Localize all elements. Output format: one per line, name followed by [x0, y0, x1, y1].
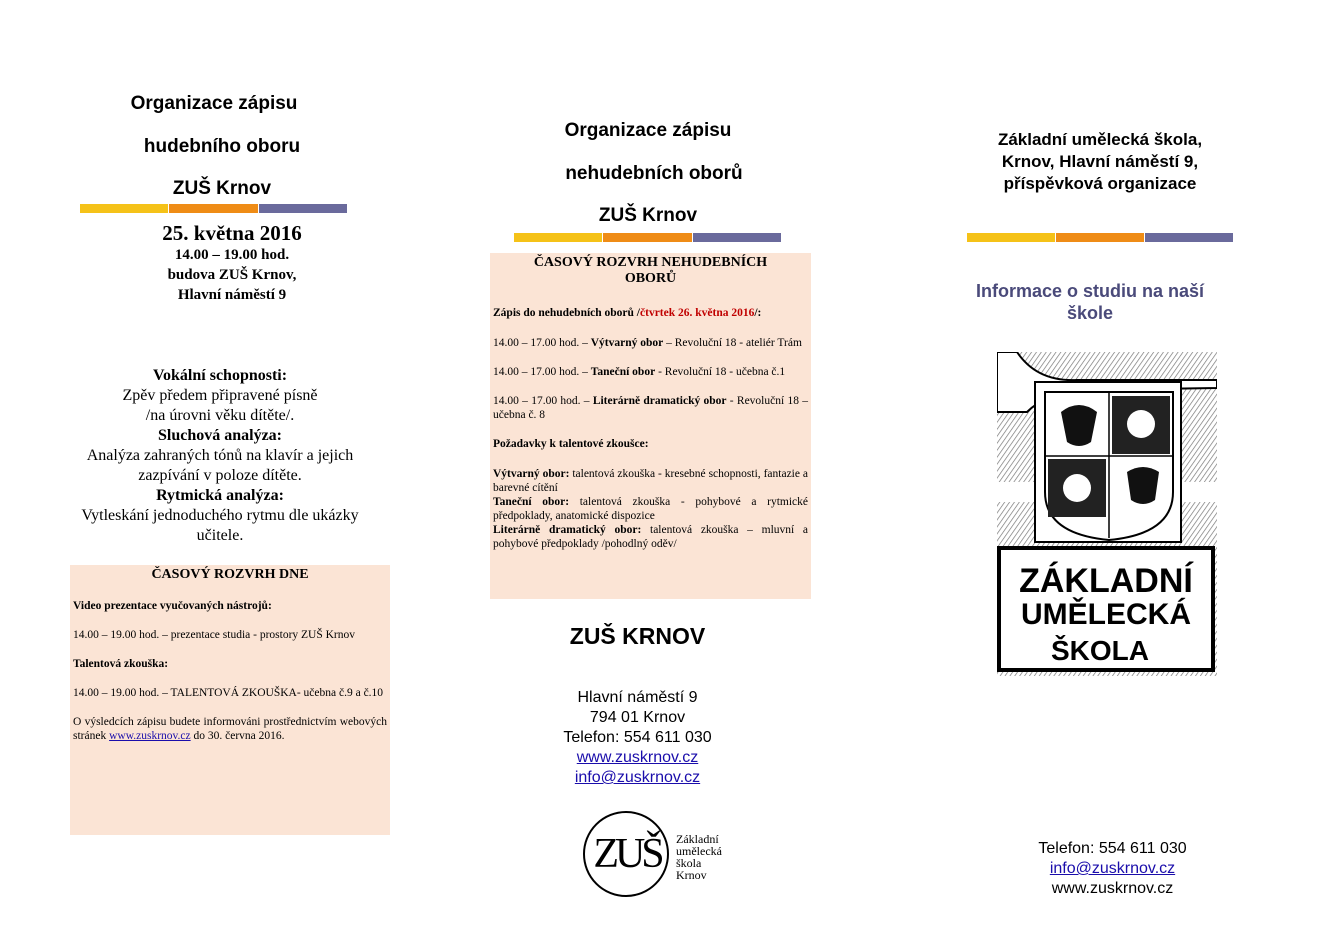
req-drama-text: talentová zkouška – mluvní a pohybové předpoklady /pohodlný oděv/: [493, 524, 808, 550]
col3-web: www.zuskrnov.cz: [1051, 880, 1174, 897]
video-heading: Video prezentace vyučovaných nástrojů:: [73, 600, 272, 612]
col2-schedule-heading-2: OBORŮ: [624, 271, 677, 286]
req-art-name: Výtvarný obor:: [493, 468, 570, 480]
col1-color-bar: [80, 204, 347, 213]
contact-street: Hlavní náměstí 9: [577, 689, 698, 706]
enroll-date: čtvrtek 26. května 2016: [640, 307, 755, 319]
col2-schedule-heading-1: ČASOVÝ ROZVRH NEHUDEBNÍCH: [533, 255, 768, 270]
results-web-link[interactable]: www.zuskrnov.cz: [109, 730, 191, 742]
col1-building: budova ZUŠ Krnov,: [167, 267, 297, 283]
contact-email-link[interactable]: info@zuskrnov.cz: [574, 769, 701, 786]
results-note: [73, 715, 387, 743]
sign-text-2: UMĚLECKÁ: [1021, 598, 1191, 631]
contact-web-link[interactable]: www.zuskrnov.cz: [576, 749, 699, 766]
talent-line: 14.00 – 19.00 hod. – TALENTOVÁ ZKOUŠKA- učebna č.9 a č.10: [73, 687, 384, 699]
vocal-line-2: /na úrovni věku dítěte/.: [145, 407, 295, 424]
dance-time: 14.00 – 17.00 hod. –: [493, 366, 591, 378]
drama-line: [493, 394, 808, 422]
zus-logo-text-4: Krnov: [676, 868, 707, 882]
requirements-heading: Požadavky k talentové zkoušce:: [493, 438, 649, 450]
talent-heading: Talentová zkouška:: [73, 658, 169, 670]
rhythm-line-2: učitele.: [196, 527, 244, 544]
req-drama-name: Literárně dramatický obor:: [493, 524, 642, 536]
col1-title-1: Organizace zápisu: [130, 93, 298, 114]
art-place: – Revoluční 18 - ateliér Trám: [663, 337, 802, 349]
col2-schedule-box: [490, 253, 811, 599]
req-art-text: talentová zkouška - kresebné schopnosti, fantazie a barevné cítění: [493, 468, 809, 494]
req-dance-name: Taneční obor:: [493, 496, 570, 508]
col3-email-link[interactable]: info@zuskrnov.cz: [1049, 860, 1176, 877]
dance-place: - Revoluční 18 - učebna č.1: [655, 366, 786, 378]
results-post: do 30. června 2016.: [193, 730, 285, 742]
rhythm-line-1: Vytleskání jednoduchého rytmu dle ukázky: [81, 507, 359, 524]
art-name: Výtvarný obor: [590, 337, 664, 349]
school-sign-drawing: [997, 352, 1217, 676]
col2-title-2: nehudebních oborů: [565, 163, 743, 184]
req-dance-text: talentová zkouška - pohybové a rytmické předpoklady, anatomické dispozice: [493, 496, 809, 522]
col1-date: 25. května 2016: [162, 221, 302, 245]
drama-place: - Revoluční 18 – učebna č. 8: [493, 395, 808, 421]
vocal-line-1: Zpěv předem připravené písně: [122, 387, 318, 404]
zus-logo-mark: ZUŠ: [593, 831, 661, 877]
contact-city: 794 01 Krnov: [589, 709, 686, 726]
col2-title-3: ZUŠ Krnov: [598, 205, 698, 226]
sign-text-3: ŠKOLA: [1051, 635, 1149, 666]
col2-title-1: Organizace zápisu: [564, 120, 732, 141]
sign-text-1: ZÁKLADNÍ: [1019, 562, 1193, 600]
school-sign-image: [997, 352, 1217, 676]
col1-entrance-skills: [50, 366, 390, 546]
enroll-pre: Zápis do nehudebních oborů /: [493, 307, 641, 319]
col1-schedule-heading: ČASOVÝ ROZVRH DNE: [151, 567, 309, 582]
col1-title-3: ZUŠ Krnov: [172, 178, 272, 199]
enroll-line: [493, 306, 808, 320]
col2-contact-block: [500, 688, 775, 788]
video-line: 14.00 – 19.00 hod. – prezentace studia - prostory ZUŠ Krnov: [73, 629, 356, 641]
info-heading-2: škole: [1066, 303, 1114, 323]
req-art: [493, 467, 808, 495]
hearing-line-2: zazpívání v poloze dítěte.: [138, 467, 302, 484]
art-line: [493, 336, 808, 350]
req-dance: [493, 495, 808, 523]
vocal-heading: Vokální schopnosti:: [152, 367, 288, 384]
hearing-line-1: Analýza zahraných tónů na klavír a jejich: [86, 447, 354, 464]
col2-color-bar: [514, 233, 781, 242]
info-heading-1: Informace o studiu na naší: [975, 281, 1205, 301]
art-time: 14.00 – 17.00 hod. –: [493, 337, 591, 349]
zus-logo-text-3: škola: [676, 856, 702, 870]
col1-address: Hlavní náměstí 9: [177, 287, 287, 303]
school-name-3: příspěvková organizace: [1003, 174, 1197, 193]
col3-color-bar: [967, 233, 1233, 242]
zus-logo-text-2: umělecká: [676, 844, 722, 858]
dance-name: Taneční obor: [590, 366, 656, 378]
drama-name: Literárně dramatický obor: [592, 395, 727, 407]
school-name-2: Krnov, Hlavní náměstí 9,: [1001, 152, 1199, 171]
col1-title-2: hudebního oboru: [143, 136, 301, 157]
col1-time: 14.00 – 19.00 hod.: [174, 247, 290, 263]
col3-phone: Telefon: 554 611 030: [1038, 840, 1187, 857]
req-drama: [493, 523, 808, 551]
drama-time: 14.00 – 17.00 hod. –: [493, 395, 593, 407]
enroll-post: /:: [754, 307, 762, 319]
contact-phone: Telefon: 554 611 030: [563, 729, 712, 746]
rhythm-heading: Rytmická analýza:: [156, 487, 284, 504]
zus-logo: [583, 811, 743, 903]
col2-contact-name: ZUŠ KRNOV: [569, 623, 706, 649]
results-pre: O výsledcích zápisu budete informováni prostřednictvím webových stránek: [73, 716, 387, 742]
school-name-1: Základní umělecká škola,: [997, 130, 1203, 149]
col1-schedule-box: [70, 565, 390, 835]
hearing-heading: Sluchová analýza:: [157, 427, 282, 444]
zus-logo-text-1: Základní: [676, 832, 719, 846]
dance-line: [493, 365, 808, 379]
